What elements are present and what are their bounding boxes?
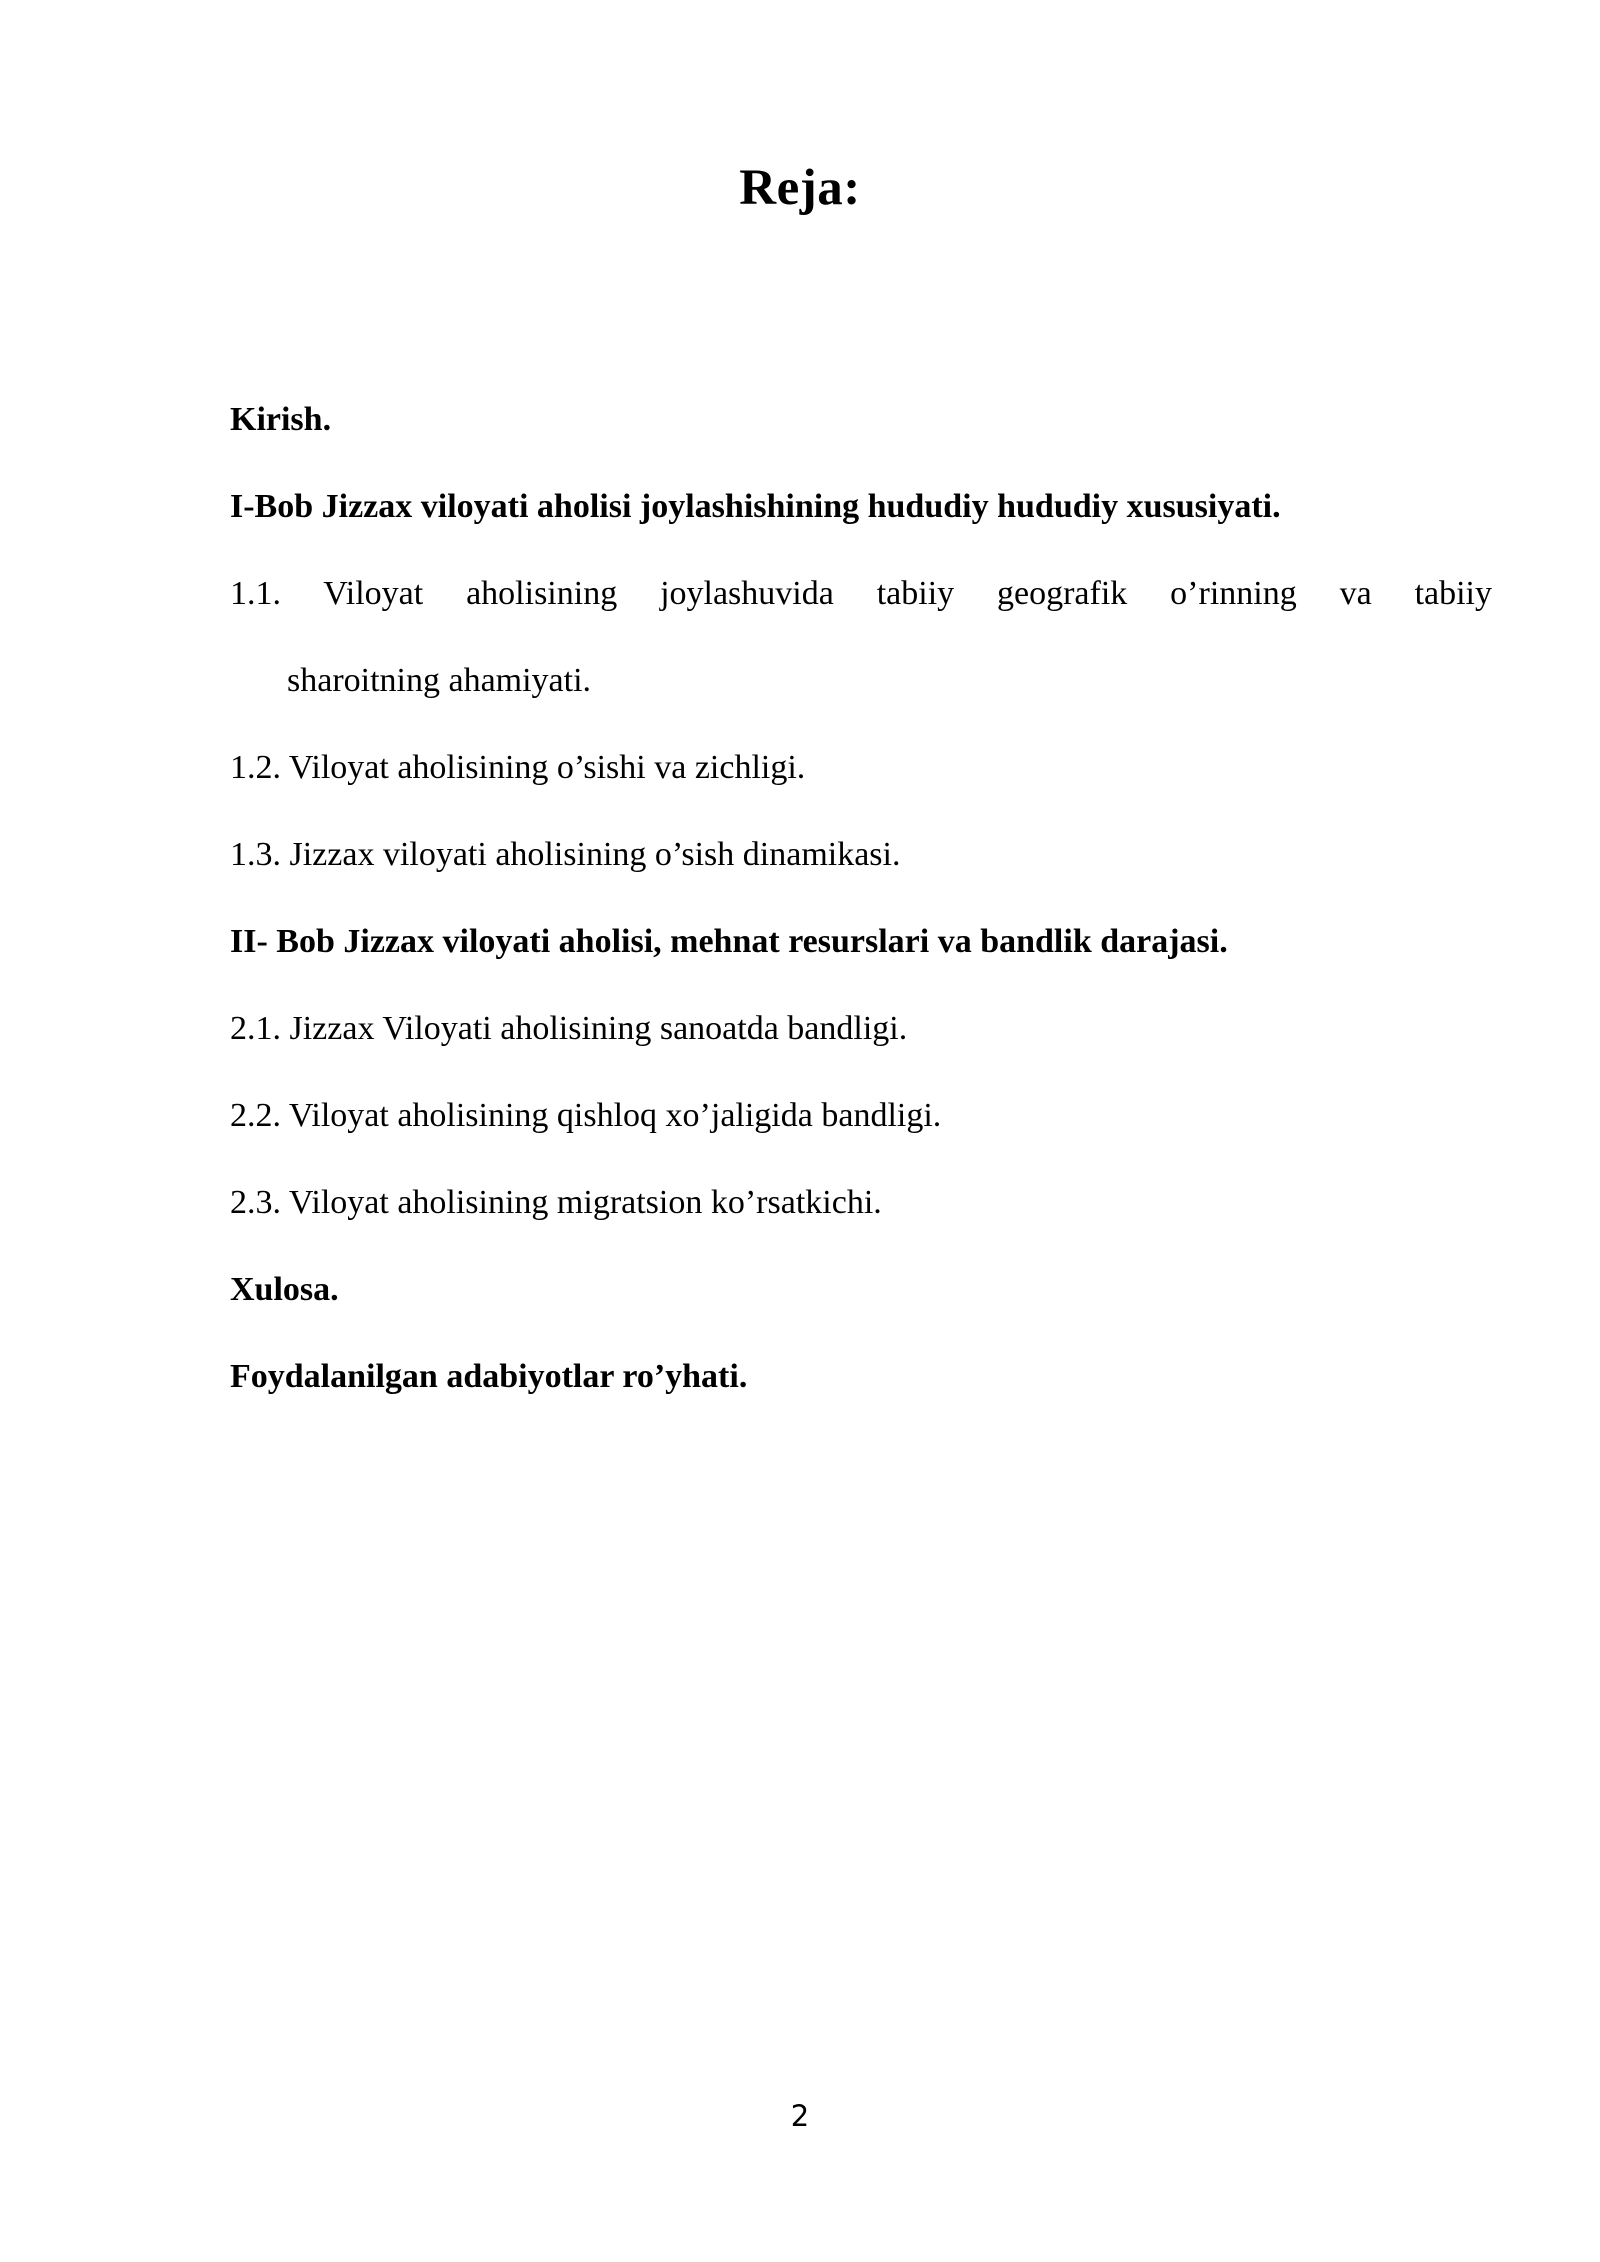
toc-item-1-2: 1.2. Viloyat aholisining o’sishi va zichligi. [230, 749, 806, 786]
toc-item-references: Foydalanilgan adabiyotlar ro’yhati. [230, 1358, 748, 1395]
toc-chapter-1-heading: I-Bob Jizzax viloyati aholisi joylashishining hududiy hududiy xususiyati. [230, 488, 1281, 525]
page-title: Reja: [739, 160, 861, 216]
toc-item-2-1: 2.1. Jizzax Viloyati aholisining sanoatda bandligi. [230, 1010, 908, 1047]
toc-chapter-2-heading: II- Bob Jizzax viloyati aholisi, mehnat resurslari va bandlik darajasi. [230, 923, 1228, 960]
toc-item-kirish: Kirish. [230, 401, 332, 438]
toc-item-2-2: 2.2. Viloyat aholisining qishloq xo’jaligida bandligi. [230, 1097, 942, 1134]
toc-item-xulosa: Xulosa. [230, 1271, 339, 1308]
toc-item-1-1-continuation: sharoitning ahamiyati. [287, 662, 592, 699]
toc-item-2-3: 2.3. Viloyat aholisining migratsion ko’rsatkichi. [230, 1184, 882, 1221]
toc-item-1-3: 1.3. Jizzax viloyati aholisining o’sish dinamikasi. [230, 836, 901, 873]
toc-item-1-1: 1.1. Viloyat aholisining joylashuvida tabiiy geografik o’rinning va tabiiy [230, 575, 1492, 612]
page-number: 2 [790, 2099, 810, 2133]
